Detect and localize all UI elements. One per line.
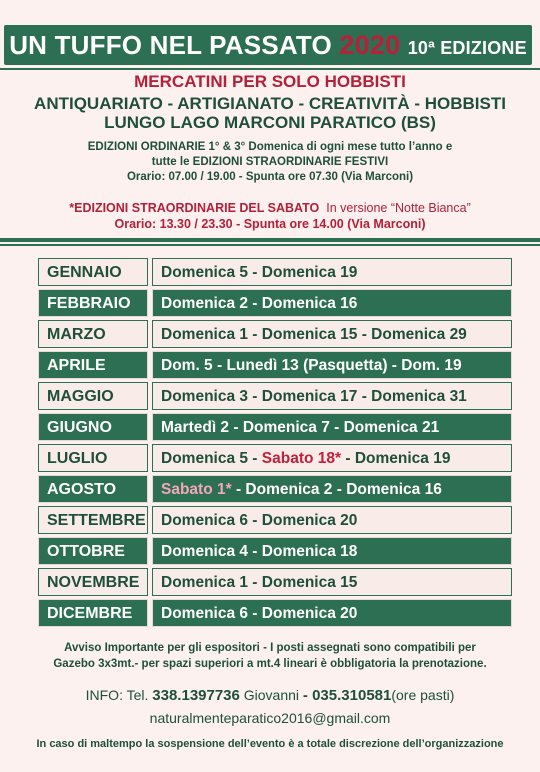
- divider-middle: [0, 238, 540, 242]
- month-label: FEBBRAIO: [38, 289, 148, 317]
- calendar-row-ottobre: [38, 537, 512, 565]
- month-label: OTTOBRE: [38, 537, 148, 565]
- event-dates: [152, 444, 512, 472]
- dates-part-a: Domenica 2 - Domenica 16: [161, 295, 358, 312]
- dates-part-a: Domenica 6 - Domenica 20: [161, 512, 358, 529]
- event-dates: [152, 599, 512, 627]
- divider-middle-thin: [0, 244, 540, 246]
- dates-part-a: Domenica 3 - Domenica 17 - Domenica 31: [161, 388, 467, 405]
- event-dates: [152, 258, 512, 286]
- weather-disclaimer: In caso di maltempo la sospensione dell’evento è a totale discrezione dell’organizzazione: [36, 738, 504, 750]
- dates-part-a: Domenica 5 - Domenica 19: [161, 264, 358, 281]
- separator: -: [302, 687, 313, 704]
- dates-part-b: - Domenica 19: [341, 450, 451, 467]
- phone-primary[interactable]: 338.1397736: [152, 687, 240, 704]
- calendar-row-marzo: [38, 320, 512, 348]
- calendar-row-luglio: [38, 444, 512, 472]
- calendar-row-febbraio: [38, 289, 512, 317]
- calendar-row-giugno: [38, 413, 512, 441]
- info-label: INFO: Tel.: [85, 687, 149, 703]
- calendar-row-novembre: [38, 568, 512, 596]
- event-dates: [152, 382, 512, 410]
- month-label: DICEMBRE: [38, 599, 148, 627]
- contact-info: [0, 684, 540, 729]
- categories-block: [0, 94, 540, 132]
- month-label: APRILE: [38, 351, 148, 379]
- calendar-row-maggio: [38, 382, 512, 410]
- ordinary-line2: tutte le EDIZIONI STRAORDINARIE FESTIVI: [151, 156, 389, 168]
- dates-part-a: Domenica 4 - Domenica 18: [161, 543, 358, 560]
- notice-line1: Avviso Importante per gli espositori - I posti assegnati sono compatibili per: [64, 642, 476, 654]
- event-dates: [152, 568, 512, 596]
- ordinary-line1: EDIZIONI ORDINARIE 1° & 3° Domenica di ogni mese tutto l’anno e: [87, 141, 453, 153]
- phone-secondary-note: (ore pasti): [391, 687, 455, 703]
- dates-part-a: Domenica 6 - Domenica 20: [161, 605, 358, 622]
- divider-top: [0, 68, 540, 70]
- month-label: GIUGNO: [38, 413, 148, 441]
- ordinary-editions: [0, 140, 540, 185]
- month-label: LUGLIO: [38, 444, 148, 472]
- categories: ANTIQUARIATO - ARTIGIANATO - CREATIVITÀ - HOBBISTI: [34, 94, 506, 113]
- saturday-title: *EDIZIONI STRAORDINARIE DEL SABATO: [69, 201, 320, 215]
- notice-line2: Gazebo 3x3mt.- per spazi superiori a mt.4 lineari è obbligatoria la prenotazione.: [53, 658, 487, 670]
- phone-secondary[interactable]: 035.310581: [312, 687, 392, 704]
- event-dates: [152, 537, 512, 565]
- ordinary-hours: Orario: 07.00 / 19.00 - Spunta ore 07.30 (Via Marconi): [126, 171, 414, 183]
- dates-part-a: Martedì 2 - Domenica 7 - Domenica 21: [161, 419, 440, 436]
- month-label: AGOSTO: [38, 475, 148, 503]
- contact-name: Giovanni: [243, 687, 300, 703]
- exhibitor-notice: [0, 640, 540, 672]
- dates-part-a: Dom. 5 - Lunedì 13 (Pasquetta) - Dom. 19: [161, 357, 462, 374]
- calendar-row-settembre: [38, 506, 512, 534]
- title-year: 2020: [339, 30, 401, 60]
- month-label: MARZO: [38, 320, 148, 348]
- header-bar: [4, 25, 532, 65]
- event-dates: [152, 289, 512, 317]
- subtitle: MERCATINI PER SOLO HOBBISTI: [134, 72, 406, 91]
- event-dates: [152, 413, 512, 441]
- page-title: [4, 25, 532, 65]
- calendar-row-dicembre: [38, 599, 512, 627]
- dates-part-a: Domenica 5 -: [161, 450, 262, 467]
- dates-saturday-special: Sabato 18*: [261, 450, 342, 467]
- title-text: UN TUFFO NEL PASSATO: [9, 30, 332, 60]
- dates-part-b: - Domenica 2 - Domenica 16: [231, 481, 442, 498]
- month-label: MAGGIO: [38, 382, 148, 410]
- calendar-row-agosto: [38, 475, 512, 503]
- month-label: GENNAIO: [38, 258, 148, 286]
- calendar-row-aprile: [38, 351, 512, 379]
- location: LUNGO LAGO MARCONI PARATICO (BS): [104, 113, 436, 132]
- event-dates: [152, 320, 512, 348]
- saturday-hours: Orario: 13.30 / 23.30 - Spunta ore 14.00 (Via Marconi): [114, 217, 426, 231]
- saturday-editions: [0, 200, 540, 232]
- event-dates: [152, 351, 512, 379]
- saturday-note: In versione “Notte Bianca”: [326, 201, 471, 215]
- calendar-row-gennaio: [38, 258, 512, 286]
- dates-part-a: Domenica 1 - Domenica 15: [161, 574, 358, 591]
- email-link[interactable]: naturalmenteparatico2016@gmail.com: [149, 710, 391, 726]
- month-label: SETTEMBRE: [38, 506, 148, 534]
- dates-part-a: Domenica 1 - Domenica 15 - Domenica 29: [161, 326, 467, 343]
- month-label: NOVEMBRE: [38, 568, 148, 596]
- event-dates: [152, 506, 512, 534]
- title-edition: 10ª EDIZIONE: [407, 38, 527, 58]
- event-dates: [152, 475, 512, 503]
- dates-saturday-special: Sabato 1*: [161, 481, 232, 498]
